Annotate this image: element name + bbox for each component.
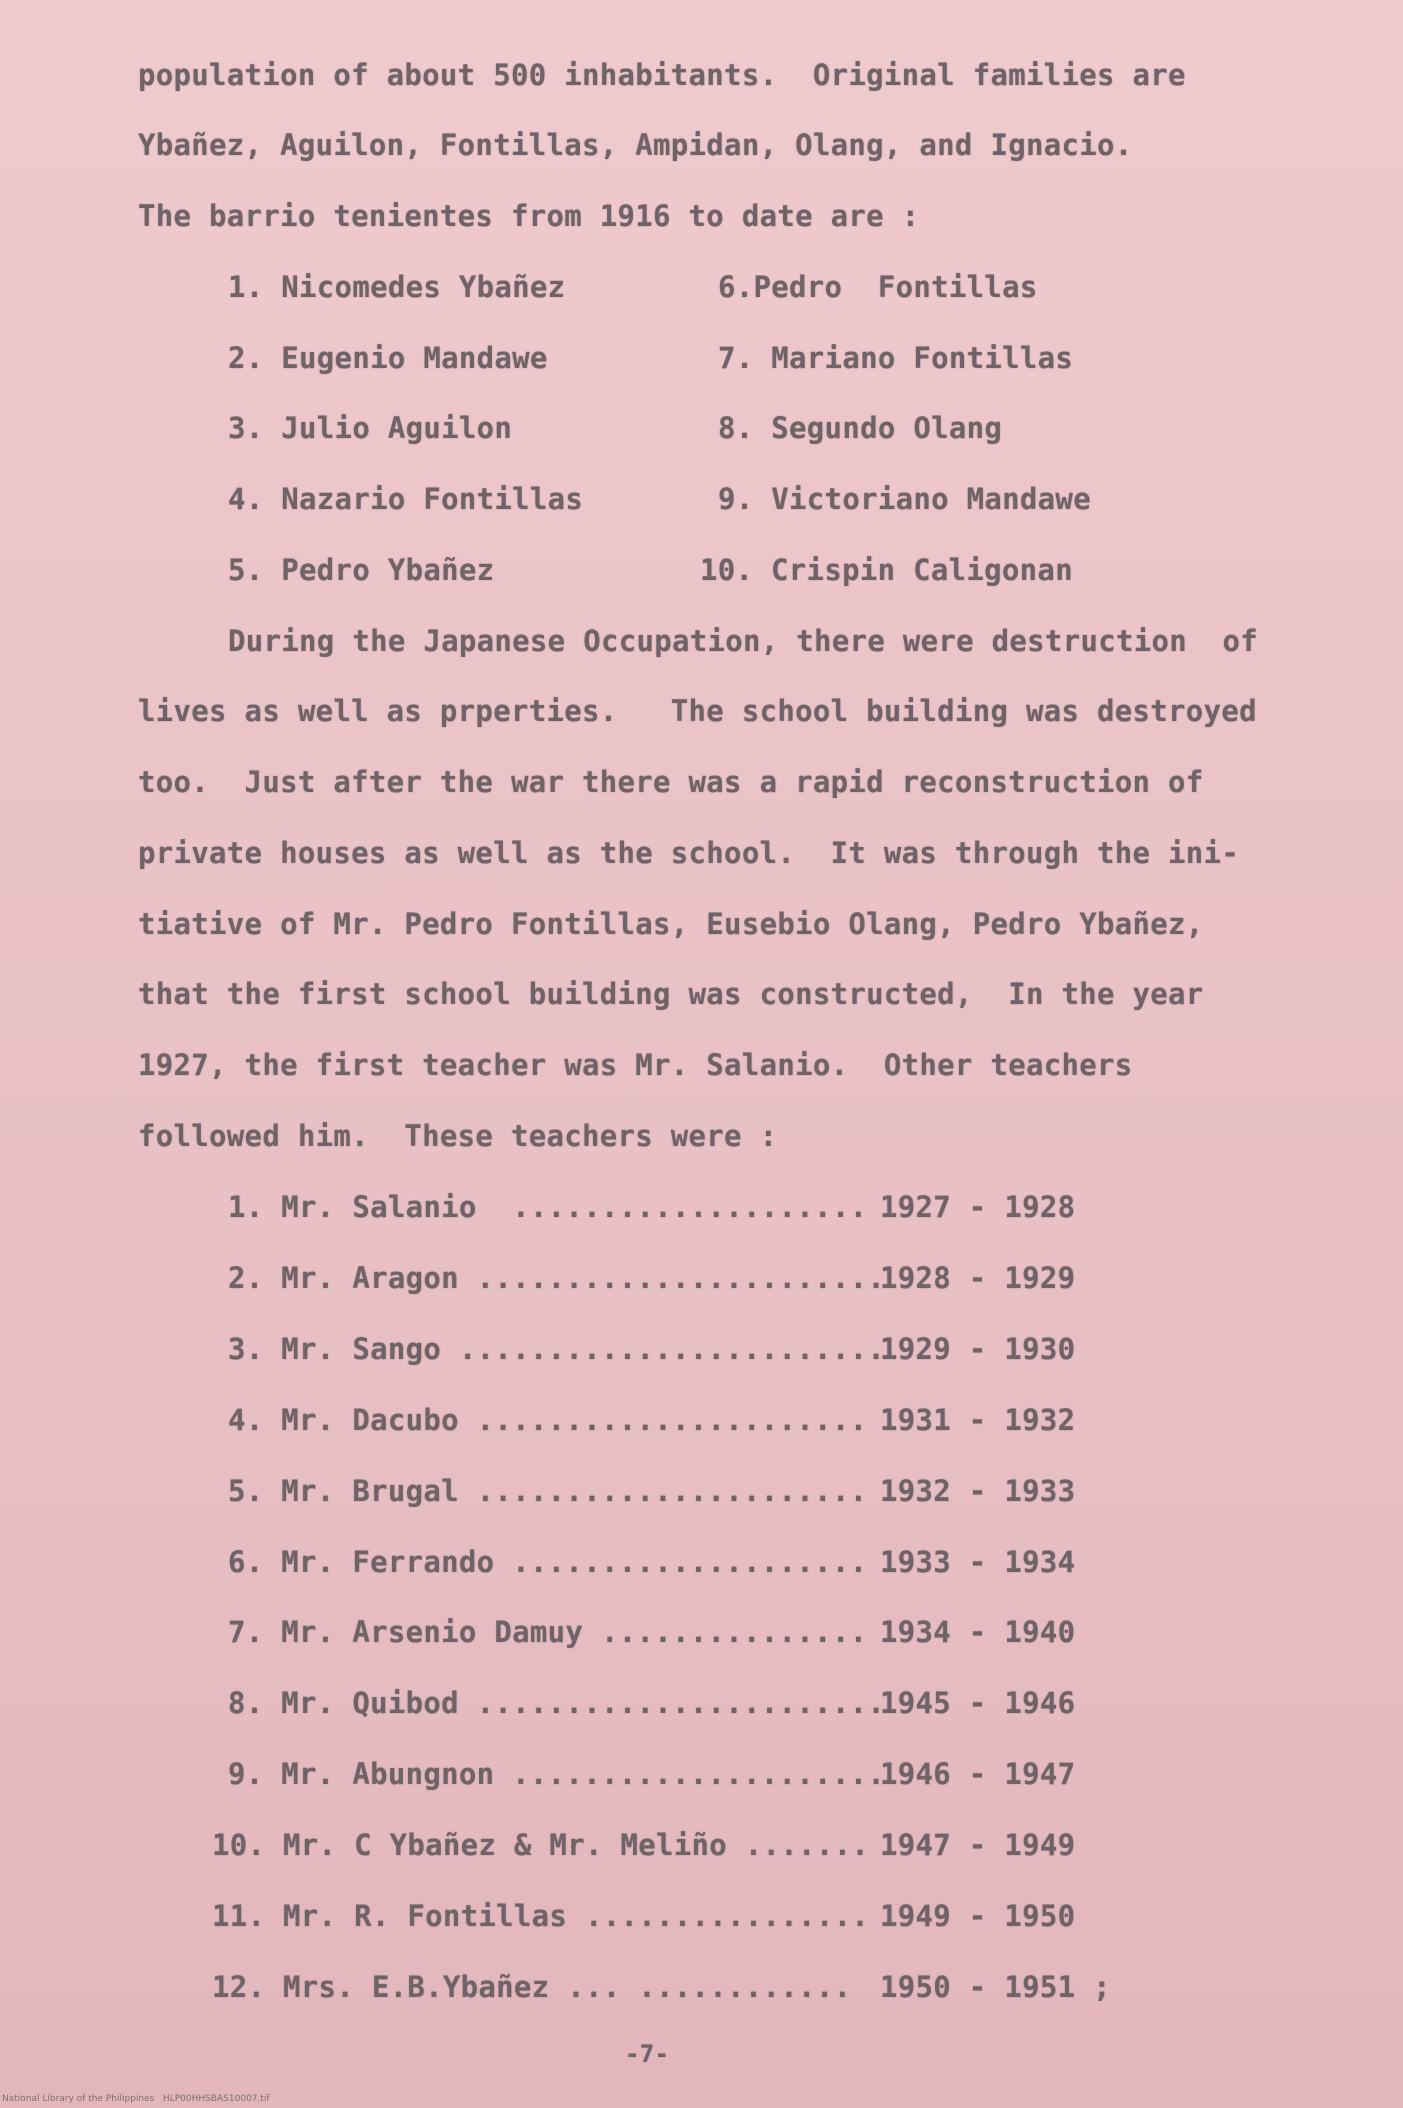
scan-footer: National Library of the Philippines HLP00HHSBAS10007.tif: [2, 2094, 270, 2104]
teacher-name: 12. Mrs. E.B.Ybañez ... ............: [212, 1970, 852, 2004]
teniente-item: 4. Nazario Fontillas: [228, 482, 584, 516]
teniente-item: 6.Pedro Fontillas: [718, 270, 1038, 304]
teacher-years: 1933 - 1934: [880, 1545, 1076, 1579]
paragraph-line: The barrio tenientes from 1916 to date are :: [138, 199, 920, 233]
paragraph-line: followed him. These teachers were :: [138, 1119, 778, 1153]
teacher-years: 1934 - 1940: [880, 1615, 1076, 1649]
teacher-years: 1945 - 1946: [880, 1686, 1076, 1720]
paragraph-line: private houses as well as the school. It was through the ini-: [138, 836, 1240, 870]
teacher-years: 1928 - 1929: [880, 1261, 1076, 1295]
teacher-name: 7. Mr. Arsenio Damuy ...............: [228, 1615, 868, 1649]
teniente-item: 7. Mariano Fontillas: [718, 341, 1074, 375]
paragraph-line: that the first school building was constructed, In the year: [138, 977, 1204, 1011]
teniente-item: 10. Crispin Caligonan: [700, 553, 1073, 587]
teacher-years: 1932 - 1933: [880, 1474, 1076, 1508]
paragraph-line: tiative of Mr. Pedro Fontillas, Eusebio Olang, Pedro Ybañez,: [138, 907, 1204, 941]
teacher-name: 4. Mr. Dacubo ......................: [228, 1403, 868, 1437]
page-number: -7-: [625, 2040, 670, 2068]
teacher-name: 10. Mr. C Ybañez & Mr. Meliño .......: [212, 1828, 870, 1862]
teacher-name: 11. Mr. R. Fontillas ................: [212, 1899, 870, 1933]
teacher-years: 1927 - 1928: [880, 1190, 1076, 1224]
paragraph-line: too. Just after the war there was a rapid reconstruction of: [138, 765, 1204, 799]
paragraph-line: 1927, the first teacher was Mr. Salanio. Other teachers: [138, 1048, 1133, 1082]
teacher-name: 9. Mr. Abungnon .....................: [228, 1757, 886, 1791]
teacher-name: 5. Mr. Brugal ......................: [228, 1474, 868, 1508]
teniente-item: 3. Julio Aguilon: [228, 411, 513, 445]
teacher-name: 8. Mr. Quibod .......................: [228, 1686, 886, 1720]
teniente-item: 8. Segundo Olang: [718, 411, 1003, 445]
teacher-years: 1947 - 1949: [880, 1828, 1076, 1862]
teacher-years: 1931 - 1932: [880, 1403, 1076, 1437]
teacher-years: 1950 - 1951 ;: [880, 1970, 1111, 2004]
teacher-name: 3. Mr. Sango ........................: [228, 1332, 886, 1366]
teniente-item: 5. Pedro Ybañez: [228, 553, 495, 587]
teacher-name: 6. Mr. Ferrando ....................: [228, 1545, 868, 1579]
teniente-item: 1. Nicomedes Ybañez: [228, 270, 566, 304]
teniente-item: 2. Eugenio Mandawe: [228, 341, 548, 375]
teacher-name: 1. Mr. Salanio ....................: [228, 1190, 868, 1224]
teacher-years: 1949 - 1950: [880, 1899, 1076, 1933]
teacher-years: 1946 - 1947: [880, 1757, 1076, 1791]
teacher-name: 2. Mr. Aragon .......................: [228, 1261, 886, 1295]
paragraph-line: During the Japanese Occupation, there were destruction of: [228, 624, 1259, 658]
teacher-years: 1929 - 1930: [880, 1332, 1076, 1366]
paragraph-line: lives as well as prperties. The school building was destroyed: [138, 694, 1257, 728]
paragraph-line: Ybañez, Aguilon, Fontillas, Ampidan, Olang, and Ignacio.: [138, 128, 1133, 162]
paragraph-line: population of about 500 inhabitants. Original families are: [138, 58, 1186, 92]
teniente-item: 9. Victoriano Mandawe: [718, 482, 1091, 516]
